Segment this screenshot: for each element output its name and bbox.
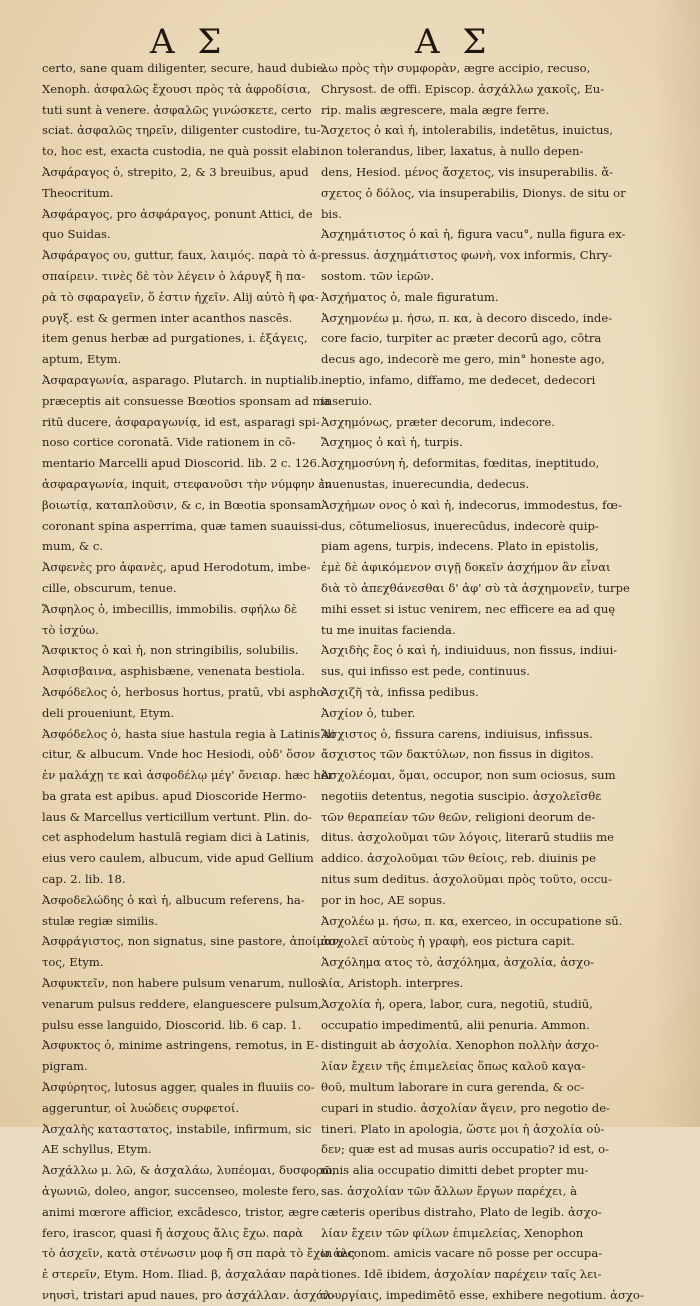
left-column-line: stulæ regiæ similis. <box>42 913 158 928</box>
left-column-line: Ἄσφικτος ὁ καὶ ἡ, non stringibilis, solubilis. <box>42 643 299 658</box>
left-column-line: deli proueniunt, Etym. <box>42 705 175 720</box>
left-column-line: τὸ ἰσχύω. <box>42 622 99 637</box>
left-column-line: mum, & c. <box>42 539 104 554</box>
right-column-line: διὰ τὸ ἀπεχθάνεσθαι δ' ἀφ' σὺ τὰ ἀσχημονεῖν, turpe <box>321 580 630 595</box>
left-column-line: item genus herbæ ad purgationes, i. ἐξάγεις, <box>42 331 308 346</box>
left-column-line: ritū ducere, ἀσφαραγωνίᾳ, id est, asparagi spi- <box>42 414 320 429</box>
running-head-left: Α Σ <box>150 22 228 62</box>
right-column-line: por in hoc, AE sopus. <box>321 892 446 907</box>
left-column-line: AE schyllus, Etym. <box>42 1142 152 1157</box>
right-column-line: Ἀσχημάτιστος ὁ καὶ ἡ, figura vacu°, nulla figura ex- <box>321 227 626 242</box>
left-column-line: Ἀσφάραγος, pro ἀσφάραγος, ponunt Attici, de <box>42 206 313 221</box>
left-column-line: Ἀσφύρητος, lutosus agger, quales in fluuiis co- <box>42 1080 315 1095</box>
right-column-line: occupatio impedimentū, alii penuria. Ammon. <box>321 1017 590 1032</box>
left-column-line: Ἀσφάραγος ου, guttur, faux, λαιμός. παρὰ τὸ ἀ- <box>42 248 321 263</box>
page-gutter-shadow <box>652 0 700 1127</box>
right-column-line: Ἄσχετος ὁ καὶ ἡ, intolerabilis, indetētus, inuictus, <box>321 123 614 138</box>
left-column-line: præceptis ait consuesse Bœotios sponsam ad ma <box>42 393 331 408</box>
left-column-line: ἀγωνιῶ, doleo, angor, succenseo, moleste fero, <box>42 1184 320 1199</box>
left-column-line: venarum pulsus reddere, elanguescere pulsum, <box>42 996 322 1011</box>
left-column-line: Ἀσχαλὴς καταστατος, instabile, infirmum, sic <box>42 1121 312 1136</box>
right-column-line: σχετος ὁ δόλος, via insuperabilis, Dionys. de situ or <box>321 185 626 200</box>
left-column-line: tuti sunt à venere. ἀσφαλῶς γινώσκετε, certo <box>42 102 312 117</box>
left-column-line: Ἀσφενὲς pro ἀφανὲς, apud Herodotum, imbe- <box>42 560 311 575</box>
right-column-line: Ἄσχιστος ὁ, fissura carens, indiuisus, infissus. <box>321 726 593 741</box>
left-column-line: quo Suidas. <box>42 227 111 242</box>
right-column-line: pressus. ἀσχημάτιστος φωνὴ, vox informis, Chry- <box>321 248 613 263</box>
right-column-line: sus, qui infisso est pede, continuus. <box>321 664 530 679</box>
left-column-line: τος, Etym. <box>42 955 104 970</box>
right-column-line: nitus sum deditus. ἀσχολοῦμαι πρὸς τοῦτο, occu- <box>321 872 612 887</box>
right-column-line: rip. malis ægrescere, mala ægre ferre. <box>321 102 550 117</box>
left-column-line: Ἀσφυκτος ὁ, minime astringens, remotus, in E- <box>42 1038 319 1053</box>
right-column-line: Ἀσχόλημα ατος τὸ, ἀσχόλημα, ἀσχολία, ἀσχο- <box>321 955 595 970</box>
left-column-line: Ἀσφόδελος ὁ, herbosus hortus, pratū, vbi aspho- <box>42 684 328 699</box>
right-column-line: Ἀσχολία ἡ, opera, labor, cura, negotiū, studiū, <box>321 996 593 1011</box>
left-column-line: noso cortice coronatā. Vide rationem in cō- <box>42 435 296 450</box>
left-column-line: Ἀσφαραγωνία, asparago. Plutarch. in nuptialib. <box>42 372 322 387</box>
left-column-line: pigram. <box>42 1059 88 1074</box>
right-column-line: distinguit ab ἀσχολία. Xenophon πολλὴν ἀσχο- <box>321 1038 599 1053</box>
right-column-line: core facio, turpiter ac præter decorū ago, cōtra <box>321 331 602 346</box>
left-column-line: Xenoph. ἀσφαλῶς ἔχουσι πρὸς τὰ ἀφροδίσια, <box>42 81 311 96</box>
right-column-line: Ἀσχίον ὁ, tuber. <box>321 705 416 720</box>
left-column-line: τὸ ἀσχεῖν, κατὰ στένωσιν μοφ ἤ σπ παρὰ τὸ ἔχω ἀλς <box>42 1246 355 1261</box>
right-column-line: ineptio, infamo, diffamo, me dedecet, dedecori <box>321 372 596 387</box>
right-column-line: ditus. ἀσχολοῦμαι τῶν λόγοις, literarū studiis me <box>321 830 615 845</box>
left-column-line: pulsu esse languido, Dioscorid. lib. 6 cap. 1. <box>42 1017 302 1032</box>
right-column-line: λίαν ἔχειν τῆς ἐπιμελείας ὅπως καλοῦ καγα- <box>321 1059 586 1074</box>
left-column-line: Ἀσφόδελος ὁ, hasta siue hastula regia à Latinis di <box>42 726 335 741</box>
right-column-line: mnis alia occupatio dimitti debet propter mu- <box>321 1163 589 1178</box>
left-column-line: coronant spina asperrima, quæ tamen suauissi- <box>42 518 322 533</box>
left-column-line: ἐ στερεῖν, Etym. Hom. Iliad. β, ἀσχαλάαν παρὰ <box>42 1267 320 1282</box>
right-column-line: ἐμὲ δὲ ἀφικόμενον σιγῇ δοκεῖν ἀσχήμον ἂν εἶναι <box>321 560 611 575</box>
right-column-line: ἀσχολεῖ αὐτοὺς ἡ γραφὴ, eos pictura capit. <box>321 934 575 949</box>
left-column-line: Ἀσφράγιστος, non signatus, sine pastore, ἀποίμαν- <box>42 934 343 949</box>
left-column-line: Ἀσφοδελώδης ὁ καὶ ἡ, albucum referens, ha- <box>42 892 305 907</box>
right-column-line: Ἀσχολέω μ. ήσω, π. κα, exerceo, in occupatione sū. <box>321 913 623 928</box>
right-column-line: non tolerandus, liber, laxatus, à nullo depen- <box>321 144 584 159</box>
left-column-line: βοιωτίᾳ, καταπλοῦσιν, & c, in Bœotia sponsam <box>42 497 322 512</box>
right-column-line: τουργίαις, impedimētō esse, exhibere negotium. ἀσχο- <box>321 1288 644 1303</box>
left-column-line: cet asphodelum hastulā regiam dici à Latinis, <box>42 830 310 845</box>
left-column-line: to, hoc est, exacta custodia, ne quà possit elabi. <box>42 144 324 159</box>
left-column-line: ρὰ τὸ σφαραγεῖν, ὅ ἐστιν ἠχεῖν. Alij αὐτὸ ἢ φα- <box>42 289 319 304</box>
right-column-line: decus ago, indecorè me gero, min° honeste ago, <box>321 352 605 367</box>
left-column-line: animi mœrore afficior, excādesco, tristor, ægre <box>42 1204 319 1219</box>
left-column-line: sciat. ἀσφαλῶς τηρεῖν, diligenter custodire, tu- <box>42 123 321 138</box>
right-column-line: negotiis detentus, negotia suscipio. ἀσχολεῖσθε <box>321 788 602 803</box>
right-column-line: Ἀσχήμων ονος ὁ καὶ ἡ, indecorus, immodestus, fœ- <box>321 497 622 512</box>
left-column-line: laus & Marcellus verticillum vertunt. Plin. do- <box>42 809 312 824</box>
right-column-line: inuenustas, inuerecundia, dedecus. <box>321 476 530 491</box>
right-column-line: Ἀσχημονέω μ. ήσω, π. κα, à decoro discedo, inde- <box>321 310 613 325</box>
left-column-line: ba grata est apibus. apud Dioscoride Hermo- <box>42 788 307 803</box>
left-column-line: mentario Marcelli apud Dioscorid. lib. 2 c. 126. <box>42 456 321 471</box>
right-column-line: cupari in studio. ἀσχολίαν ἄγειν, pro negotio de- <box>321 1100 610 1115</box>
right-column-line: τῶν θεραπείαν τῶν θεῶν, religioni deorum de- <box>321 809 596 824</box>
right-column-line: λία, Aristoph. interpres. <box>321 976 464 991</box>
right-column-line: Ἀσχιζῆ τὰ, infissa pedibus. <box>321 684 479 699</box>
left-column-line: Ἀσφισβαινα, asphisbæne, venenata bestiola. <box>42 664 305 679</box>
running-head-right: Α Σ <box>415 22 493 62</box>
left-column-line: aggeruntur, οἱ λυώδεις συρφετοί. <box>42 1100 240 1115</box>
right-column-line: θοῦ, multum laborare in cura gerenda, & oc- <box>321 1080 585 1095</box>
left-column-line: Theocritum. <box>42 185 114 200</box>
right-column-line: λω πρὸς τὴν συμφορὰν, ægre accipio, recuso, <box>321 61 591 75</box>
left-column-line: ἐν μαλάχῃ τε καὶ ἀσφοδέλῳ μέγ' ὄνειαρ. hæc her <box>42 768 334 783</box>
left-column-line: fero, irascor, quasi ἤ ἀσχους ἄλις ἔχω. παρὰ <box>42 1225 304 1240</box>
right-column-line: mihi esset si istuc venirem, nec efficere ea ad quę <box>321 601 616 616</box>
right-column-line: sas. ἀσχολίαν τῶν ἄλλων ἔργων παρέχει, à <box>321 1184 577 1199</box>
right-column-line: bis. <box>321 206 342 221</box>
right-column-line: dens, Hesiod. μένος ἄσχετος, vis insuperabilis. ἄ- <box>321 164 614 179</box>
left-column-line: Ἀσφάραγος ὁ, strepito, 2, & 3 breuibus, apud <box>42 164 309 179</box>
right-column-line: λίαν ἔχειν τῶν φίλων ἐπιμελείας, Xenophon <box>321 1225 584 1240</box>
right-column-line: ἄσχιστος τῶν δακτύλων, non fissus in digitos. <box>321 747 594 762</box>
right-column-line: cæteris operibus distraho, Plato de legib. ἀσχο- <box>321 1204 602 1219</box>
right-column-line: Chrysost. de offi. Episcop. ἀσχάλλω χακοῖς, Eu- <box>321 81 605 96</box>
left-column-line: ρυγξ. est & germen inter acanthos nascēs. <box>42 310 293 325</box>
right-column-line: tu me inuitas facienda. <box>321 622 456 637</box>
right-column-line: inseruio. <box>321 393 373 408</box>
right-column-line: δεν; quæ est ad musas auris occupatio? id est, o- <box>321 1142 610 1157</box>
right-column-line: addico. ἀσχολοῦμαι τῶν θείοις, reb. diuinis pe <box>321 851 596 866</box>
left-column-line: eius vero caulem, albucum, vide apud Gellium <box>42 851 314 866</box>
left-column-line: ἀσφαραγωνία, inquit, στεφανοῦσι τὴν νύμφην ἐν <box>42 476 332 491</box>
left-column-line: cap. 2. lib. 18. <box>42 872 126 887</box>
right-column-line: tineri. Plato in apologia, ὥστε μοι ἡ ἀσχολία οὐ- <box>321 1121 605 1136</box>
right-column-line: Ἀσχιδὴς ἔος ὁ καὶ ἡ, indiuiduus, non fissus, indiui- <box>321 643 618 658</box>
right-column <box>321 58 644 1306</box>
left-column-line: Ἀσφυκτεῖν, non habere pulsum venarum, nullos <box>42 976 324 991</box>
right-column-line: Ἀσχημοσύνη ἡ, deformitas, fœditas, ineptitudo, <box>321 456 600 471</box>
right-column-line: Ἀσχολέομαι, ὅμαι, occupor, non sum ociosus, sum <box>321 768 616 783</box>
right-column-line: Ἄσχημος ὁ καὶ ἡ, turpis. <box>321 435 463 450</box>
left-column-line: σπαίρειν. τινὲς δὲ τὸν λέγειν ὁ λάρυγξ ἢ πα- <box>42 268 306 283</box>
left-column-line: citur, & albucum. Vnde hoc Hesiodi, οὐδ' ὅσον <box>42 747 316 762</box>
left-column-line: νηυσὶ, tristari apud naues, pro ἀσχάλλαν. ἀσχάλ- <box>42 1288 336 1303</box>
right-column-line: piam agens, turpis, indecens. Plato in epistolis, <box>321 539 599 554</box>
right-column-line: sostom. τῶν ἱερῶν. <box>321 268 435 283</box>
left-column-line: Ἀσχάλλω μ. λῶ, & ἀσχαλάω, λυπέομαι, δυσφορῶ, <box>42 1163 336 1178</box>
right-column-line: in œconom. amicis vacare nō posse per occupa- <box>321 1246 603 1261</box>
right-column-line: tiones. Idē ibidem, ἀσχολίαν παρέχειν ταῖς λει- <box>321 1267 602 1282</box>
right-column-line: Ἀσχήματος ὁ, male figuratum. <box>321 289 499 304</box>
left-column-line: Ἄσφηλος ὁ, imbecillis, immobilis. σφήλω δὲ <box>42 601 298 616</box>
right-column-line: Ἀσχημόνως, præter decorum, indecore. <box>321 414 555 429</box>
right-column-line: dus, cōtumeliosus, inuerecūdus, indecorè quip- <box>321 518 599 533</box>
left-column-line: aptum, Etym. <box>42 352 122 367</box>
left-column-line: cille, obscurum, tenue. <box>42 580 177 595</box>
left-column-line: certo, sane quam diligenter, secure, haud dubie. <box>42 61 327 75</box>
